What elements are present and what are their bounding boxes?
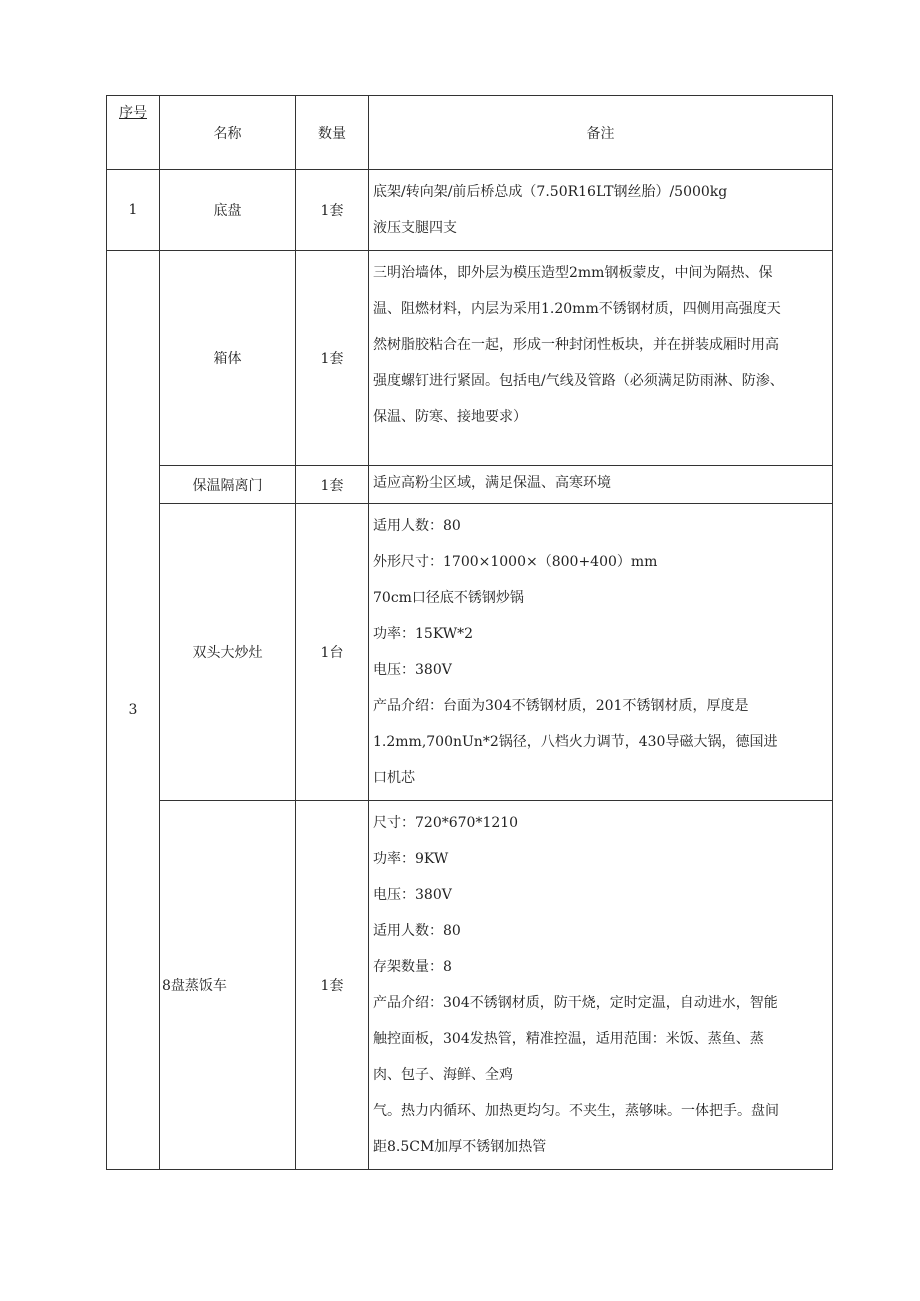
equipment-table: [106, 95, 833, 1170]
remark-line: 距8.5CM加厚不锈钢加热管: [373, 1139, 547, 1155]
table-row: [107, 801, 833, 1170]
row-seq: 3: [107, 251, 160, 1170]
table-row: [107, 170, 833, 251]
table-row: [107, 466, 833, 504]
table-row: [107, 504, 833, 801]
remark-line: 功率：9KW: [373, 851, 449, 867]
remark-line: 电压：380V: [373, 887, 452, 903]
row-remark: [369, 801, 833, 1170]
row-qty: 1套: [296, 170, 369, 251]
remark-line: 保温、防寒、接地要求）: [373, 409, 527, 425]
row-qty: 1套: [296, 466, 369, 504]
remark-line: 存架数量：8: [373, 959, 452, 975]
remark-line: 肉、包子、海鲜、全鸡: [373, 1067, 513, 1083]
remark-line: 口机芯: [373, 770, 415, 786]
table-row: [107, 251, 833, 466]
row-name: 底盘: [160, 170, 296, 251]
row-name: 保温隔离门: [160, 466, 296, 504]
row-name: 8盘蒸饭车: [160, 801, 296, 1170]
row-qty: 1套: [296, 801, 369, 1170]
remark-line: 外形尺寸：1700×1000×（800+400）mm: [373, 554, 658, 570]
remark-line: 产品介绍：台面为304不锈钢材质，201不锈钢材质，厚度是: [373, 698, 749, 714]
remark-line: 1.2mm,700nUn*2锅径，八档火力调节，430导磁大锅，德国进: [373, 734, 778, 750]
header-remark: 备注: [369, 96, 833, 170]
remark-line: 电压：380V: [373, 662, 452, 678]
remark-line: 三明治墙体，即外层为模压造型2mm钢板蒙皮，中间为隔热、保: [373, 265, 773, 281]
row-remark: [369, 504, 833, 801]
remark-line: 适用人数：80: [373, 923, 461, 939]
remark-line: 产品介绍：304不锈钢材质，防干烧，定时定温，自动进水，智能: [373, 995, 778, 1011]
row-qty: 1台: [296, 504, 369, 801]
remark-line: 尺寸：720*670*1210: [373, 815, 519, 831]
header-qty: 数量: [296, 96, 369, 170]
remark-line: 70cm口径底不锈钢炒锅: [373, 590, 524, 606]
row-seq: 1: [107, 170, 160, 251]
remark-line: 触控面板，304发热管，精准控温，适用范围：米饭、蒸鱼、蒸: [373, 1031, 764, 1047]
remark-line: 底架/转向架/前后桥总成（7.50R16LT钢丝胎）/5000kg: [373, 184, 728, 200]
remark-line: 功率：15KW*2: [373, 626, 474, 642]
row-remark: [369, 170, 833, 251]
remark-line: 适应高粉尘区域，满足保温、高寒环境: [373, 475, 611, 491]
row-remark: [369, 466, 833, 504]
header-seq: 序号: [107, 96, 160, 170]
remark-line: 适用人数：80: [373, 518, 461, 534]
header-row: [107, 96, 833, 170]
row-qty: 1套: [296, 251, 369, 466]
remark-line: 然树脂胶粘合在一起，形成一种封闭性板块，并在拼装成厢时用高: [373, 337, 779, 353]
remark-line: 温、阻燃材料，内层为采用1.20mm不锈钢材质，四侧用高强度天: [373, 301, 781, 317]
row-name: 双头大炒灶: [160, 504, 296, 801]
remark-line: 液压支腿四支: [373, 220, 457, 236]
row-remark: [369, 251, 833, 466]
remark-line: 强度螺钉进行紧固。包括电/气线及管路（必须满足防雨淋、防渗、: [373, 373, 784, 389]
row-name: 箱体: [160, 251, 296, 466]
header-name: 名称: [160, 96, 296, 170]
remark-line: 气。热力内循环、加热更均匀。不夹生，蒸够味。一体把手。盘间: [373, 1103, 779, 1119]
